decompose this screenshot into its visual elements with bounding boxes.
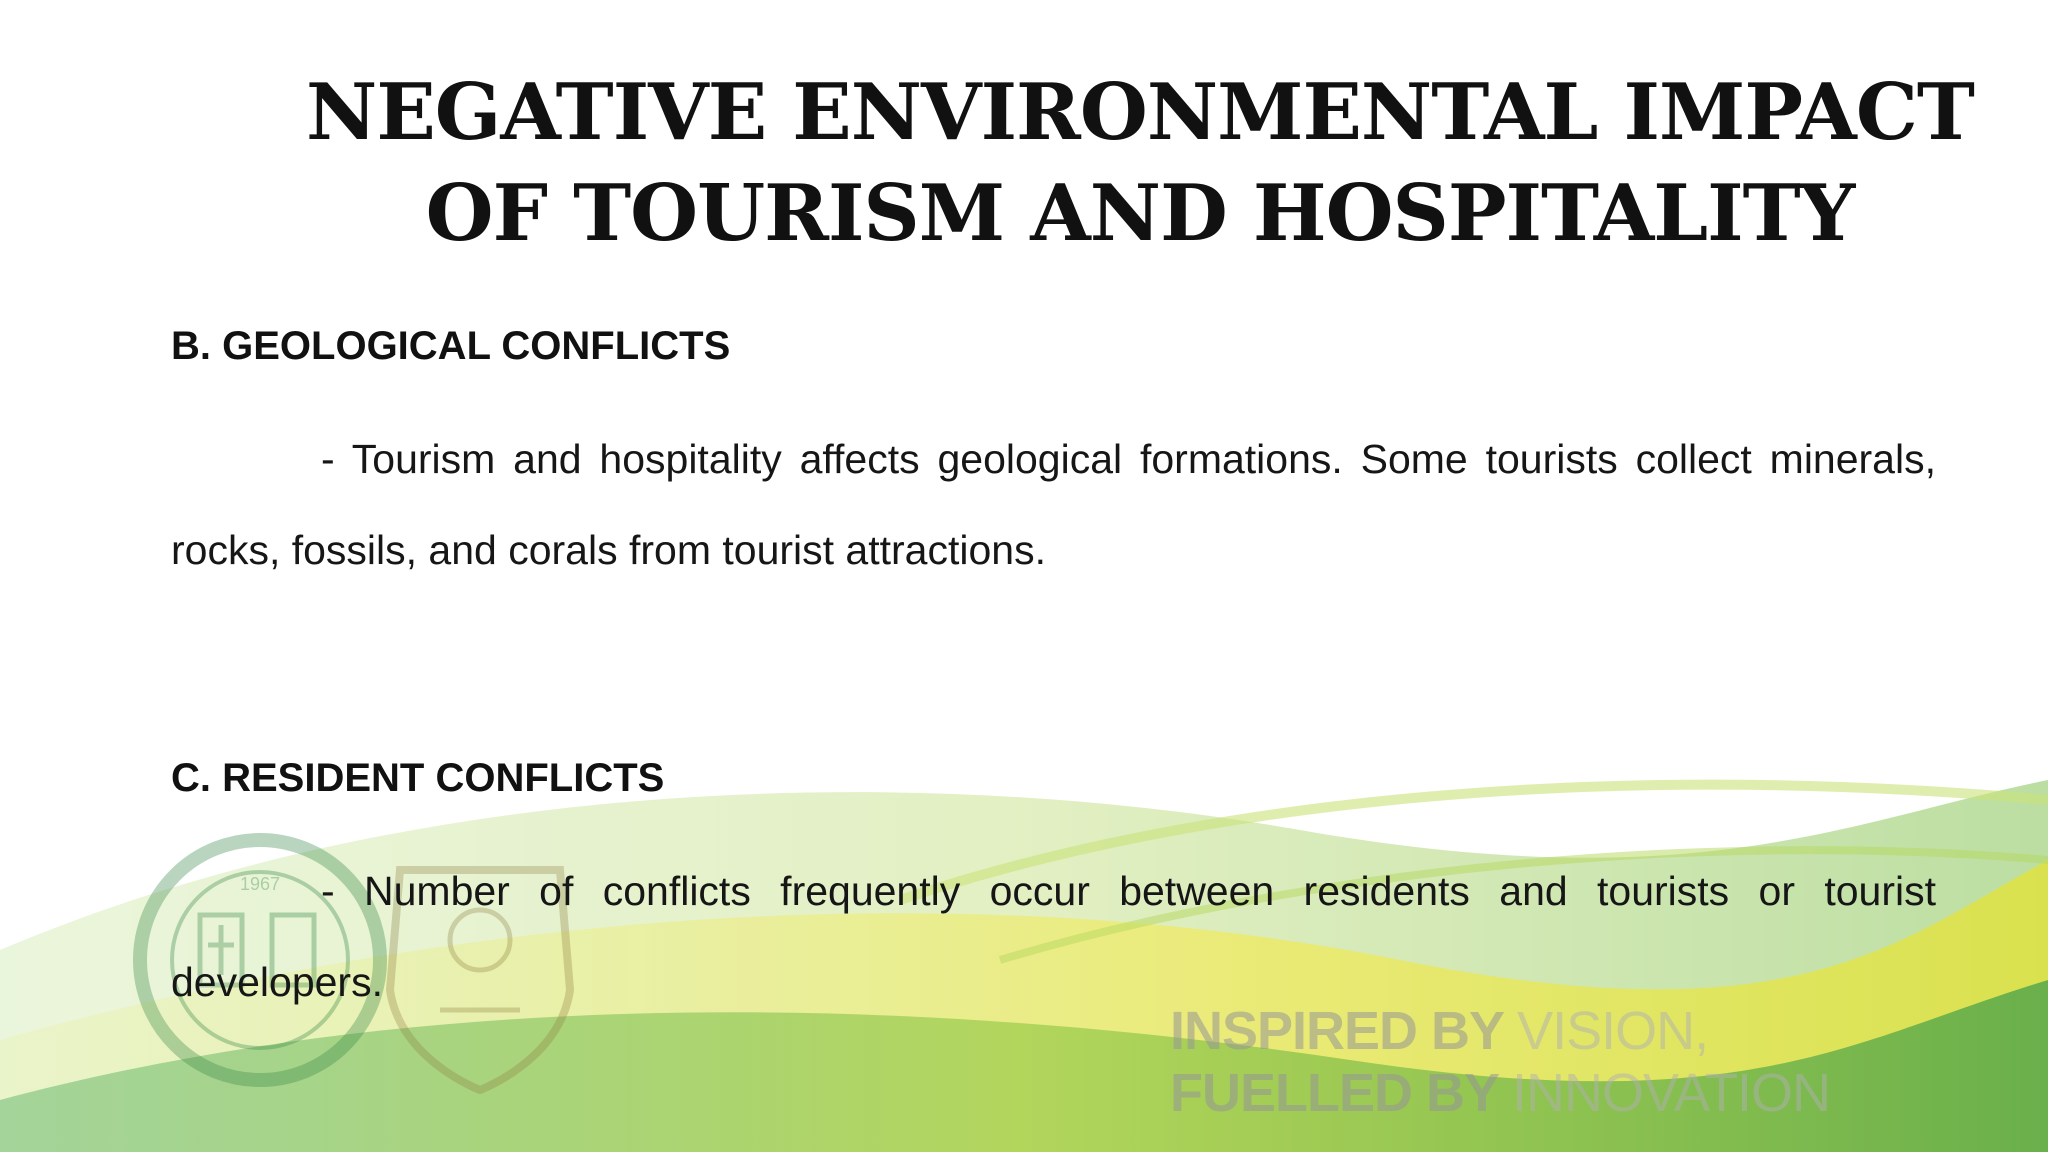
tagline-line-2-light: INNOVATION: [1512, 1063, 1831, 1123]
tagline-line-1-bold: INSPIRED BY: [1170, 1001, 1518, 1061]
title-line-2: OF TOURISM AND HOSPITALITY: [425, 168, 1855, 259]
tagline-line-1: [1170, 1000, 1830, 1062]
resident-conflicts-text: - Number of conflicts frequently occur between residents and tourists or tourist developers.: [171, 868, 1936, 1005]
geological-conflicts-heading: B. GEOLOGICAL CONFLICTS: [171, 324, 731, 368]
resident-conflicts-heading: C. RESIDENT CONFLICTS: [171, 756, 665, 800]
title-line-1: NEGATIVE ENVIRONMENTAL IMPACT: [306, 67, 1974, 158]
slide-title: [300, 62, 1980, 264]
geological-conflicts-text: - Tourism and hospitality affects geological formations. Some tourists collect minerals, rocks, fossils, and corals from tourist attractions.: [171, 436, 1936, 573]
tagline-line-2: [1170, 1062, 1830, 1124]
tagline-line-1-light: VISION,: [1517, 1001, 1709, 1061]
tagline: [1170, 1000, 1830, 1124]
svg-text:1967: 1967: [239, 874, 281, 894]
tagline-line-2-bold: FUELLED BY: [1170, 1063, 1513, 1123]
